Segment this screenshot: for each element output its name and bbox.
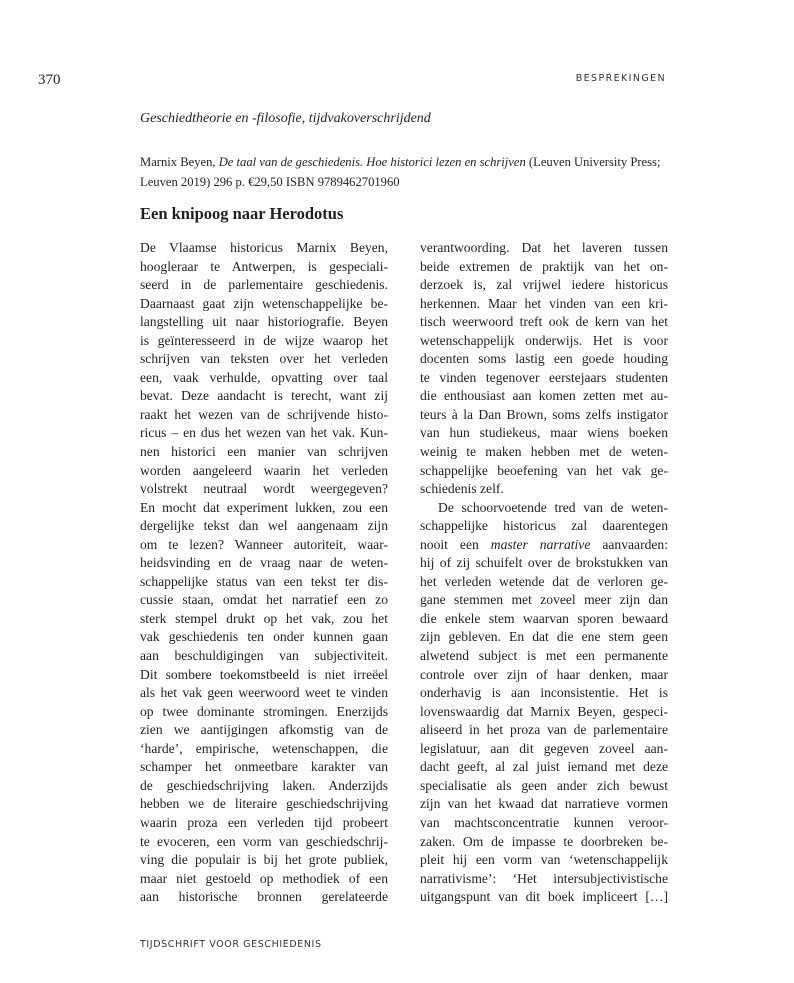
text-line: schrijven van teksten over het verleden [140,351,388,367]
text-line: volstrekt neutraal wordt weergegeven? [140,481,388,497]
text-line: Dit sombere toekomstbeeld is niet irreëel [140,666,388,682]
text-line: De Vlaamse historicus Marnix Beyen, [140,240,388,255]
text-line: tisch weerwoord treft ook de kern van het [420,314,668,330]
text-line: onderhavig is aan inconsistentie. Het is [420,685,668,701]
body-column-right [420,239,668,907]
text-fragment: nooit een [420,536,491,552]
text-line: te evoceren, een vorm van geschiedschrij- [140,833,388,849]
text-line: hebben we de literaire geschiedschrijving [140,796,388,812]
text-line: verantwoording. Dat het laveren tussen [420,240,668,255]
text-line: controle over zijn of haar denken, maar [420,666,668,682]
italic-term: master narrative [490,536,591,552]
text-line: schiedenis zelf. [420,481,504,497]
running-head: BESPREKINGEN [575,73,666,84]
journal-footer: TIJDSCHRIFT VOOR GESCHIEDENIS [140,939,322,950]
text-line: vak geschiedenis ten onder kunnen gaan [140,629,388,645]
text-line: narrativisme’: ‘Het intersubjectivistische [420,870,668,886]
citation-author: Marnix Beyen, [140,155,219,169]
text-line: te vinden tegenover eerstejaars studenten [420,369,668,385]
text-line: aan historische bronnen gerelateerde [140,889,388,905]
text-line: schamper het onmeetbare karakter van [140,759,388,775]
text-line: weinig te maken hebben met de weten- [420,444,668,460]
text-line: als het vak geen weerwoord weet te vinden [140,685,388,701]
text-line: aliseerd in het proza van de parlementaire [420,722,668,738]
text-line: het verleden wetende dat de verloren ge- [420,573,668,589]
text-line: specialisatie als geen ander zich bewust [420,777,668,793]
text-line: maar niet gestoeld op methodiek of een [140,870,388,886]
body-column-left [140,239,388,907]
citation-publisher: (Leuven University Press; [525,155,661,169]
text-line: schappelijke historicus zal daarentegen [420,518,668,534]
text-line: gane stemmen met zoveel meer zijn dan [420,592,668,608]
text-line: de geschiedschrijving laken. Anderzijds [140,777,388,793]
text-line: van machtsconcentratie kunnen veroor- [420,814,668,830]
book-citation [140,152,670,192]
page-number: 370 [38,72,61,88]
text-line: raakt het wezen van de schrijvende histo- [140,406,388,422]
text-line: docenten soms lastig een goede houding [420,351,668,367]
text-line: pleit hij een vorm van ‘wetenschappelijk [420,852,668,868]
text-line: ‘harde’, empirische, wetenschappen, die [140,740,388,756]
text-line: schappelijke beoefening van het vak ge- [420,462,668,478]
text-line: die enkele stem waarvan sporen bewaard [420,610,668,626]
text-line: langstelling uit naar historiografie. Beyen [140,314,388,330]
text-line: bevat. Deze aandacht is terecht, want zij [140,388,388,404]
text-line: aan beschuldigingen van subjectiviteit. [140,648,388,664]
text-line: zien we aantijgingen afkomstig van de [140,722,388,738]
text-fragment: aanvaarden: [590,536,668,552]
text-line: uitgangspunt van dit boek impliceert […] [420,889,668,905]
text-line: wetenschappelijk onderwijs. Het is voor [420,332,668,348]
text-line: De schoorvoetende tred van de weten- [438,499,668,515]
text-line: die enthousiast aan komen zetten met au- [420,388,668,404]
text-line: van hun studiekeus, maar wiens boeken [420,425,668,441]
text-line: ving die populair is bij het grote publiek, [140,852,388,868]
section-label: Geschiedtheorie en -filosofie, tijdvakoverschrijdend [140,111,431,126]
text-line: schappelijke status van een tekst ter dis- [140,573,388,589]
text-line: dergelijke tekst dan wel aangenaam zijn [140,518,388,534]
text-line: worden aangeleerd waarin het verleden [140,462,388,478]
text-line: legislatuur, aan dit gegeven zoveel aan- [420,740,668,756]
text-line: herkennen. Maar het vinden van een kri- [420,295,668,311]
text-line: zijn gebleven. En dat die ene stem geen [420,629,668,645]
text-line: nen historici een manier van schrijven [140,444,388,460]
text-line: derzoek is, zal vrijwel iedere historicus [420,277,668,293]
review-title: Een knipoog naar Herodotus [140,204,344,223]
text-line: dacht geeft, al zal juist iemand met deze [420,759,668,775]
text-line: Daarnaast gaat zijn wetenschappelijke be- [140,295,388,311]
citation-details: Leuven 2019) 296 p. €29,50 ISBN 9789462701960 [140,175,400,189]
text-line: hoogleraar te Antwerpen, is gespeciali- [140,258,388,274]
text-line: teurs à la Dan Brown, soms zelfs instigator [420,406,668,422]
citation-book-title: De taal van de geschiedenis. Hoe historici lezen en schrijven [218,155,526,169]
text-line: beide extremen de praktijk van het on- [420,258,668,274]
text-line: waarin proza een verleden tijd probeert [140,814,388,830]
text-line: alwetend subject is met een permanente [420,648,668,664]
text-line: zaken. Om de impasse te doorbreken be- [420,833,668,849]
text-line: een, vaak verhulde, opvatting over taal [140,369,388,385]
text-line: cussie staan, omdat het narratief een zo [140,592,388,608]
text-line: lovenswaardig dat Marnix Beyen, gespeci- [420,703,668,719]
text-line: sterk stempel drukt op het vak, zou het [140,610,388,626]
text-line: ricus – en dus het wezen van het vak. Kun- [140,425,388,441]
text-line: heidsvinding en de vraag naar de weten- [140,555,388,571]
text-line [420,536,668,555]
text-line: En mocht dat experiment lukken, zou een [140,499,388,515]
text-line: seerd in de parlementaire geschiedenis. [140,277,388,293]
text-line: hij of zij schuifelt over de brokstukken van [420,555,668,571]
text-line: om te lezen? Wanneer autoriteit, waar- [140,536,388,552]
text-line: zijn van het kwaad dat narratieve vormen [420,796,668,812]
text-line: is geïnteresseerd in de wijze waarop het [140,332,388,348]
text-line: op twee dominante stromingen. Enerzijds [140,703,388,719]
